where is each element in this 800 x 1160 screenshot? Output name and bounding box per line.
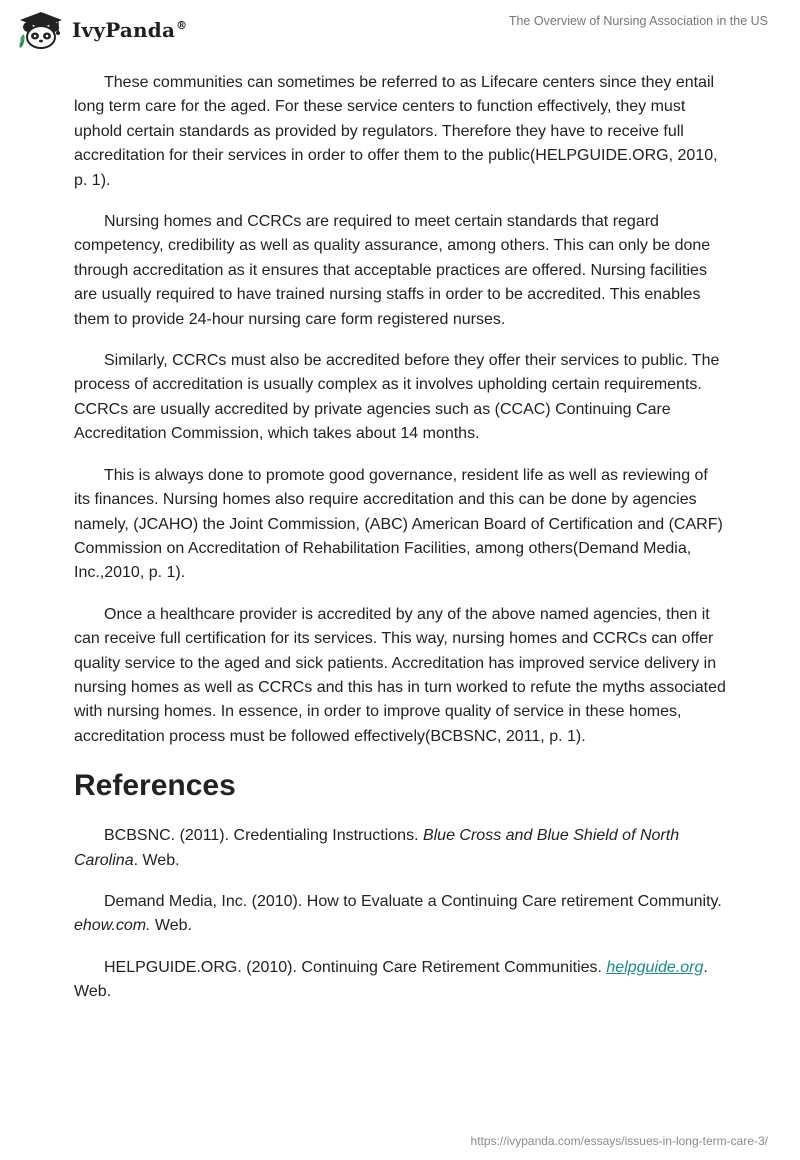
brand-name: IvyPanda® (72, 18, 188, 42)
source-url: https://ivypanda.com/essays/issues-in-long-term-care-3/ (470, 1134, 768, 1148)
body-paragraph: Similarly, CCRCs must also be accredited before they offer their services to public. The process of accreditation is usually complex as it involves upholding certain requirements. CCRCs are usually accredited by private agencies such as (CCAC) Continuing Care Accreditation Commission, which takes about 14 months. (74, 352, 720, 443)
helpguide-link[interactable]: helpguide.org (606, 958, 704, 976)
body-paragraph: Once a healthcare provider is accredited by any of the above named agencies, then it can receive full certification for its services. This way, nursing homes and CCRCs can offer quality service to the aged and sick patients. Accreditation has improved service delivery in nursing homes as well as CCRCs and this has in turn worked to refute the myths associated with nursing homes. In essence, in order to improve quality of service in these homes, accreditation process must be followed effectively(BCBSNC, 2011, p. 1). (74, 605, 726, 745)
essay-content (74, 71, 726, 1022)
ivypanda-logo[interactable] (16, 10, 187, 50)
body-paragraph: This is always done to promote good governance, resident life as well as reviewing of its finances. Nursing homes also require accreditation and this can be done by agencies namely, (JCAHO) the Joint Commission, (ABC) American Board of Certification and (CARF) Commission on Accreditation of Rehabilitation Facilities, among others(Demand Media, Inc.,2010, p. 1). (74, 466, 723, 582)
body-paragraph: These communities can sometimes be referred to as Lifecare centers since they entail long term care for the aged. For these service centers to function effectively, they must uphold certain standards as provided by regulators. Therefore they have to receive full accreditation for their services in order to offer them to the public(HELPGUIDE.ORG, 2010, p. 1). (74, 74, 718, 189)
panda-graduate-icon (16, 10, 66, 50)
document-title: The Overview of Nursing Association in the US (508, 14, 768, 28)
page-header (0, 0, 800, 66)
reference-item: Demand Media, Inc. (2010). How to Evaluate a Continuing Care retirement Community. ehow.com. Web. (74, 892, 722, 935)
reference-item: HELPGUIDE.ORG. (2010). Continuing Care Retirement Communities. helpguide.org. Web. (74, 958, 708, 1001)
reference-item: BCBSNC. (2011). Credentialing Instructions. Blue Cross and Blue Shield of North Carolina. Web. (74, 827, 680, 869)
references-heading: References (74, 769, 236, 803)
body-paragraph: Nursing homes and CCRCs are required to meet certain standards that regard competency, credibility as well as quality assurance, among others. This can only be done through accreditation as it ensures that acceptable practices are offered. Nursing facilities are usually required to have trained nursing staffs in order to be accredited. This enables them to provide 24-hour nursing care form registered nurses. (74, 213, 711, 328)
